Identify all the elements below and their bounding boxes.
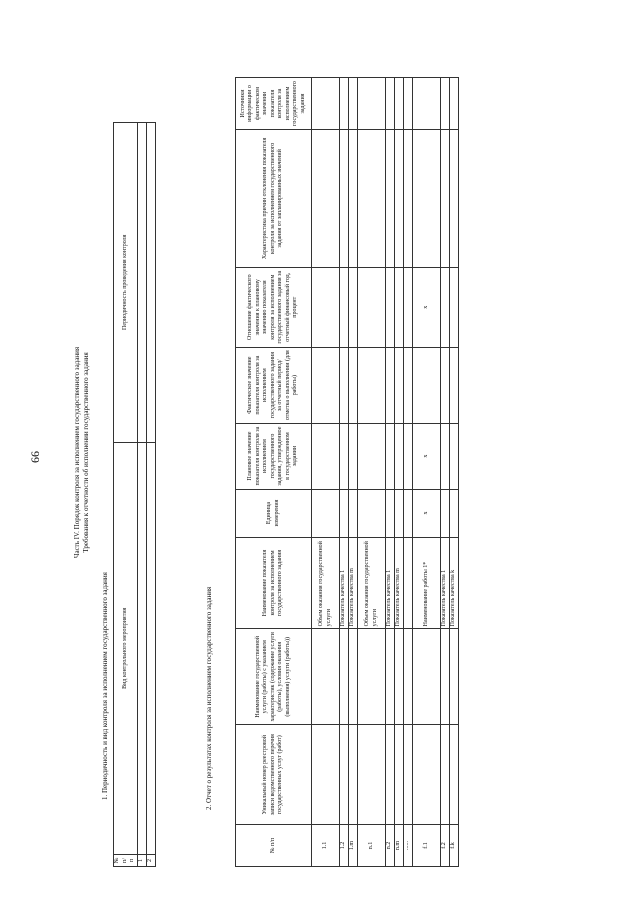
col-service-name-header: Наименование государственной услуги (работы) с указанием характеристик (содержание услуги (работы), условия оказания (выполнения) услуги (работы)) [236,629,312,725]
row-indicator: Объем оказания государственной услуги [358,537,386,629]
table-row [404,78,413,867]
table-row [137,123,146,867]
row-number: ...... [404,825,413,867]
col-activity-header: Вид контрольного мероприятия [114,442,138,854]
table-row [413,78,441,867]
col-unit-header: Единица измерения [236,489,312,537]
row-number: 1.2 [340,825,349,867]
col-registry-number-header: Уникальный номер реестровой записи ведомственного перечня государственных услуг (работ) [236,725,312,825]
row-number: f.2 [441,825,450,867]
row-number: 2 [146,855,155,867]
col-indicator-name-header: Наименование показателя контроля за исполнением государственного задания [236,537,312,629]
row-number: n.1 [358,825,386,867]
section-1-title: 1. Периодичность и вид контроля за исполнением государственного задания [101,572,109,800]
row-number: 1.1 [312,825,340,867]
col-num-header: № п/п [114,855,138,867]
table-header-row [114,123,138,867]
row-indicator: Показатель качества m [395,537,404,629]
table-row [386,78,395,867]
table-row [312,78,340,867]
row-indicator: Объем оказания государственной услуги [312,537,340,629]
table-row [395,78,404,867]
col-sources-header: Источники информации о фактическом значении показателя контроля за исполнением государственного задания [236,78,312,130]
table-header-row [236,78,312,867]
row-number: f.k [450,825,459,867]
table-row [340,78,349,867]
page-number: 66 [28,451,42,463]
row-number: f.1 [413,825,441,867]
row-number: 1.m [349,825,358,867]
table-row [349,78,358,867]
row-number: n.m [395,825,404,867]
col-periodicity-header: Периодичность проведения контроля [114,123,138,443]
col-num-header: № п/п [236,825,312,867]
row-indicator: Показатель качества k [450,537,459,629]
table-row [358,78,386,867]
row-indicator: Показатель качества m [349,537,358,629]
col-planned-value-header: Плановое значение показателя контроля за исполнением государственного задания, утвержденное в государственном задании [236,423,312,489]
table-row [441,78,450,867]
part-heading: Часть IV. Порядок контроля за исполнением государственного задания [73,346,81,559]
row-indicator: Наименование работы 1* [413,537,441,629]
section-2-title: 2. Отчет о результатах контроля за исполнением государственного задания [205,586,213,810]
control-results-table [235,77,459,867]
row-number: n.2 [386,825,395,867]
row-indicator: Показатель качества 1 [441,537,450,629]
row-number: 1 [137,855,146,867]
table-row [146,123,155,867]
ratio-cross-mark: x [413,267,441,347]
col-ratio-header: Отношение фактического значения к плановому значению показателя контроля за исполнением государственного задания за отчетный финансовый год, процент [236,267,312,347]
unit-cross-mark: x [413,489,441,537]
control-periodicity-table [113,122,156,867]
col-actual-value-header: Фактическое значение показателя контроля за исполнением государственного задания за отчетный период/отметка о выполнении (для работы) [236,347,312,423]
col-deviation-header: Характеристика причин отклонения показателя контроля за исполнением государственного задания от запланированных значений [236,130,312,268]
row-indicator: Показатель качества 1 [340,537,349,629]
requirements-heading: Требования к отчетности об исполнении государственного задания [82,352,90,553]
row-indicator: Показатель качества 1 [386,537,395,629]
table-row [450,78,459,867]
planned-cross-mark: x [413,423,441,489]
